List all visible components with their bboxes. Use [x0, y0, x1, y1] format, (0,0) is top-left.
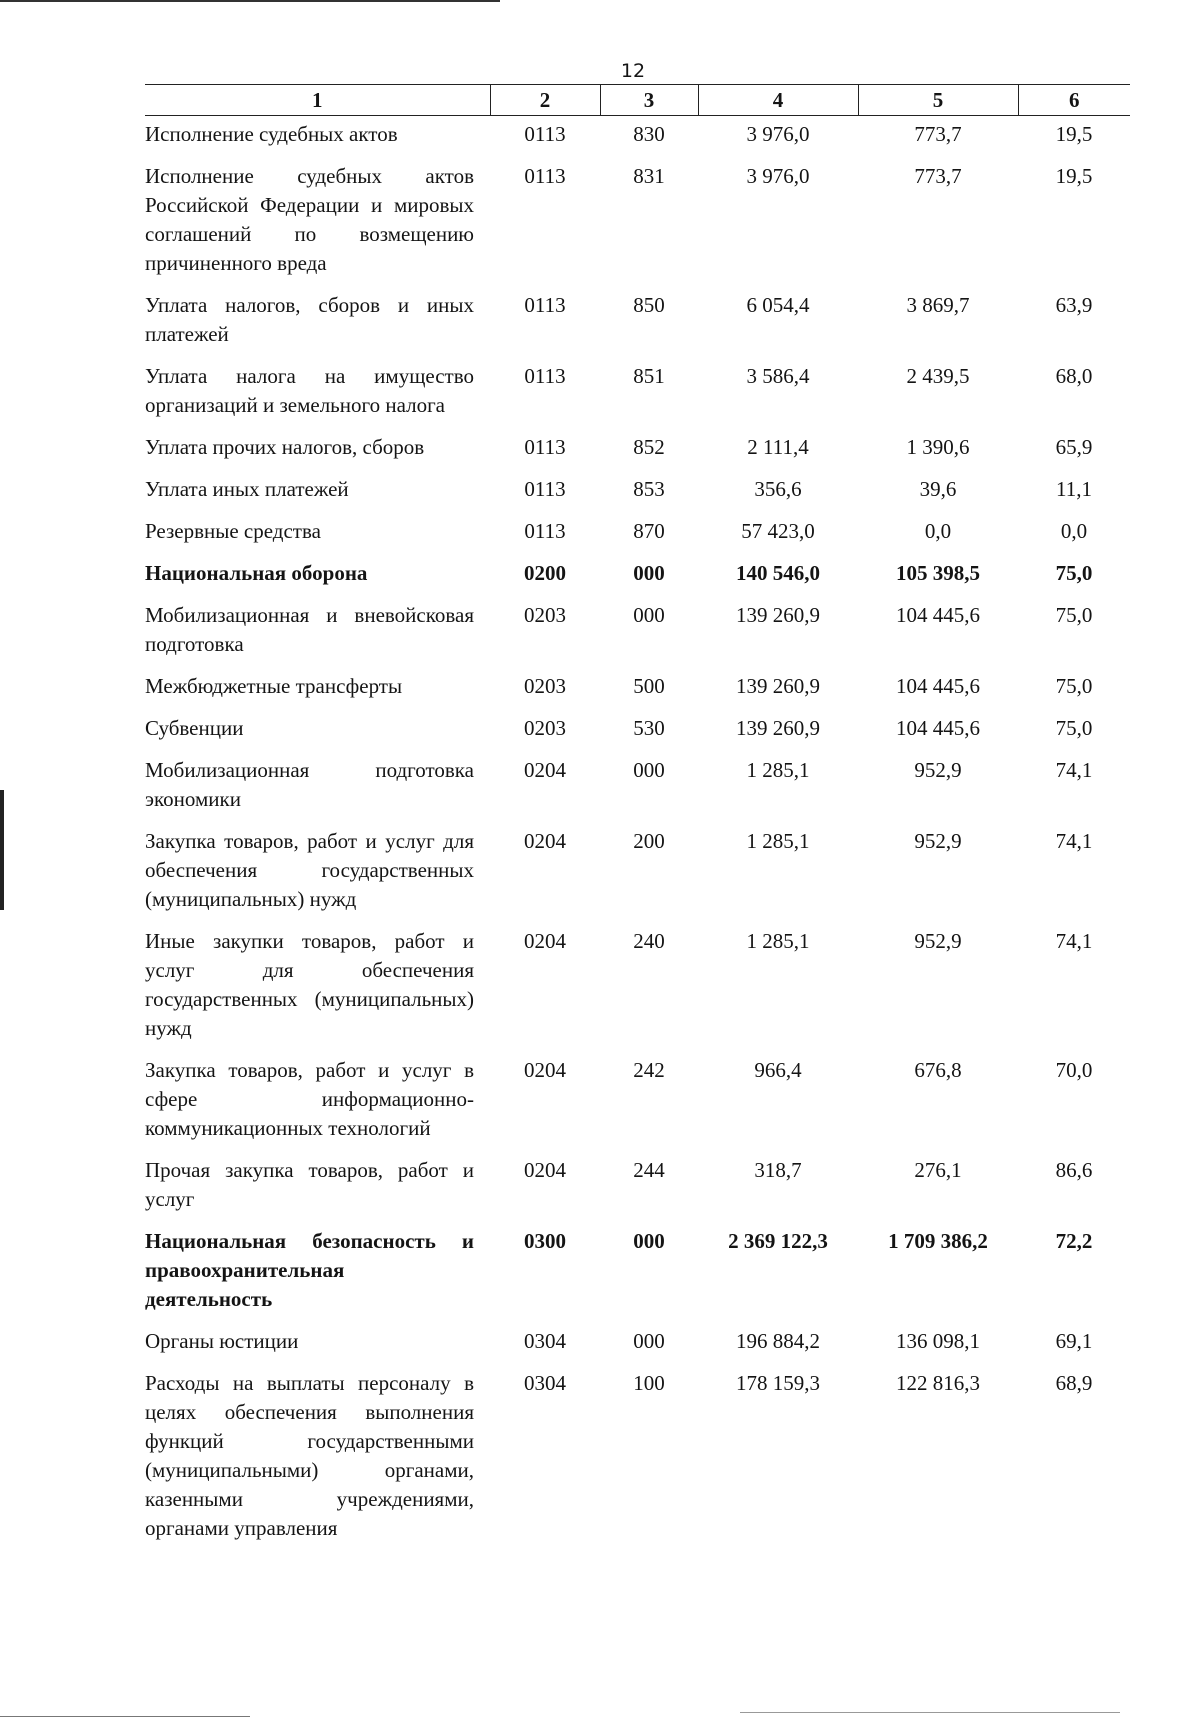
row-actual-amount: 676,8 — [914, 1058, 962, 1082]
table-row — [145, 1156, 1130, 1227]
table-row — [145, 475, 1130, 517]
row-planned-amount: 196 884,2 — [736, 1329, 820, 1353]
row-section-code: 0113 — [524, 477, 566, 501]
table-body — [145, 116, 1130, 1557]
row-actual-amount: 276,1 — [914, 1158, 962, 1182]
table-row — [145, 1227, 1130, 1327]
row-execution-percent: 72,2 — [1055, 1229, 1093, 1253]
row-execution-percent: 75,0 — [1055, 674, 1093, 698]
row-planned-amount: 3 976,0 — [746, 164, 810, 188]
row-planned-amount: 139 260,9 — [736, 674, 820, 698]
row-actual-amount: 773,7 — [914, 122, 962, 146]
row-name: Уплата прочих налогов, сборов — [145, 435, 425, 459]
row-expense-type: 100 — [633, 1371, 665, 1395]
column-header-5: 5 — [858, 85, 1018, 116]
row-name: Иные закупки товаров, работ и услуг для обеспечения государственных (муниципальных) нужд — [145, 929, 474, 1040]
row-planned-amount: 966,4 — [754, 1058, 802, 1082]
row-name: Закупка товаров, работ и услуг для обеспечения государственных (муниципальных) нужд — [145, 829, 474, 911]
table-row — [145, 559, 1130, 601]
row-planned-amount: 2 369 122,3 — [728, 1229, 828, 1253]
row-actual-amount: 952,9 — [914, 758, 962, 782]
table-header-row — [145, 85, 1130, 116]
row-actual-amount: 39,6 — [919, 477, 957, 501]
row-expense-type: 850 — [633, 293, 665, 317]
row-section-code: 0204 — [524, 1158, 566, 1182]
bottom-scan-rule-right — [740, 1712, 1120, 1713]
row-execution-percent: 19,5 — [1055, 122, 1093, 146]
row-section-code: 0113 — [524, 519, 566, 543]
row-planned-amount: 1 285,1 — [746, 929, 810, 953]
row-section-code: 0203 — [524, 716, 566, 740]
table-row — [145, 714, 1130, 756]
row-name: Мобилизационная подготовка экономики — [145, 758, 474, 811]
row-actual-amount: 104 445,6 — [896, 603, 980, 627]
table-row — [145, 927, 1130, 1056]
row-section-code: 0204 — [524, 1058, 566, 1082]
table-row — [145, 362, 1130, 433]
row-execution-percent: 75,0 — [1055, 716, 1093, 740]
row-name: Резервные средства — [145, 519, 321, 543]
table-row — [145, 756, 1130, 827]
row-section-code: 0113 — [524, 164, 566, 188]
row-name: Межбюджетные трансферты — [145, 674, 403, 698]
row-expense-type: 853 — [633, 477, 665, 501]
table-row — [145, 517, 1130, 559]
row-planned-amount: 3 976,0 — [746, 122, 810, 146]
row-expense-type: 244 — [633, 1158, 665, 1182]
budget-table-container — [145, 84, 1130, 1556]
page-number: 12 — [620, 60, 646, 82]
row-name: Прочая закупка товаров, работ и услуг — [145, 1158, 474, 1211]
row-section-code: 0113 — [524, 364, 566, 388]
row-section-code: 0204 — [524, 929, 566, 953]
row-name: Исполнение судебных актов — [145, 122, 398, 146]
row-actual-amount: 122 816,3 — [896, 1371, 980, 1395]
row-actual-amount: 105 398,5 — [896, 561, 980, 585]
row-name: Уплата иных платежей — [145, 477, 349, 501]
row-planned-amount: 318,7 — [754, 1158, 802, 1182]
row-name: Мобилизационная и вневойсковая подготовка — [145, 603, 474, 656]
row-expense-type: 000 — [633, 603, 665, 627]
bottom-scan-rule — [0, 1716, 250, 1717]
table-row — [145, 827, 1130, 927]
row-expense-type: 000 — [633, 758, 665, 782]
table-row — [145, 1056, 1130, 1156]
row-section-code: 0200 — [524, 561, 566, 585]
table-row — [145, 433, 1130, 475]
row-execution-percent: 70,0 — [1055, 1058, 1093, 1082]
row-actual-amount: 104 445,6 — [896, 674, 980, 698]
top-scan-rule — [0, 0, 500, 2]
row-section-code: 0113 — [524, 435, 566, 459]
row-section-code: 0204 — [524, 829, 566, 853]
row-expense-type: 000 — [633, 561, 665, 585]
row-actual-amount: 104 445,6 — [896, 716, 980, 740]
row-name: Национальная безопасность и правоохранительная деятельность — [145, 1229, 474, 1311]
row-expense-type: 851 — [633, 364, 665, 388]
row-actual-amount: 2 439,5 — [906, 364, 970, 388]
row-expense-type: 831 — [633, 164, 665, 188]
row-expense-type: 530 — [633, 716, 665, 740]
row-execution-percent: 19,5 — [1055, 164, 1093, 188]
row-planned-amount: 178 159,3 — [736, 1371, 820, 1395]
table-row — [145, 601, 1130, 672]
row-actual-amount: 3 869,7 — [906, 293, 970, 317]
row-execution-percent: 69,1 — [1055, 1329, 1093, 1353]
row-actual-amount: 952,9 — [914, 929, 962, 953]
row-planned-amount: 57 423,0 — [741, 519, 815, 543]
row-execution-percent: 65,9 — [1055, 435, 1093, 459]
table-row — [145, 116, 1130, 163]
row-actual-amount: 1 709 386,2 — [888, 1229, 988, 1253]
row-expense-type: 830 — [633, 122, 665, 146]
row-expense-type: 000 — [633, 1229, 665, 1253]
row-execution-percent: 68,0 — [1055, 364, 1093, 388]
row-expense-type: 000 — [633, 1329, 665, 1353]
row-section-code: 0304 — [524, 1371, 566, 1395]
row-planned-amount: 3 586,4 — [746, 364, 810, 388]
budget-table — [145, 84, 1130, 1556]
table-row — [145, 1369, 1130, 1556]
row-name: Органы юстиции — [145, 1329, 299, 1353]
table-row — [145, 1327, 1130, 1369]
row-actual-amount: 773,7 — [914, 164, 962, 188]
row-section-code: 0203 — [524, 674, 566, 698]
row-name: Уплата налога на имущество организаций и земельного налога — [145, 364, 474, 417]
row-execution-percent: 63,9 — [1055, 293, 1093, 317]
row-expense-type: 240 — [633, 929, 665, 953]
row-execution-percent: 75,0 — [1055, 561, 1093, 585]
row-section-code: 0204 — [524, 758, 566, 782]
row-name: Национальная оборона — [145, 561, 368, 585]
row-name: Субвенции — [145, 716, 244, 740]
row-actual-amount: 952,9 — [914, 829, 962, 853]
row-planned-amount: 140 546,0 — [736, 561, 820, 585]
row-expense-type: 200 — [633, 829, 665, 853]
row-execution-percent: 11,1 — [1056, 477, 1092, 501]
row-section-code: 0203 — [524, 603, 566, 627]
margin-scan-mark — [0, 790, 4, 910]
row-execution-percent: 74,1 — [1055, 929, 1093, 953]
row-section-code: 0304 — [524, 1329, 566, 1353]
column-header-3: 3 — [600, 85, 698, 116]
row-execution-percent: 0,0 — [1060, 519, 1088, 543]
row-section-code: 0113 — [524, 293, 566, 317]
row-actual-amount: 0,0 — [924, 519, 952, 543]
row-planned-amount: 356,6 — [754, 477, 802, 501]
row-name: Расходы на выплаты персоналу в целях обеспечения выполнения функций государственными (муниципальными) органами, казенными учреждениями, органами управления — [145, 1371, 474, 1540]
row-execution-percent: 86,6 — [1055, 1158, 1093, 1182]
row-planned-amount: 139 260,9 — [736, 716, 820, 740]
row-execution-percent: 74,1 — [1055, 829, 1093, 853]
table-row — [145, 672, 1130, 714]
row-planned-amount: 139 260,9 — [736, 603, 820, 627]
row-name: Уплата налогов, сборов и иных платежей — [145, 293, 474, 346]
row-planned-amount: 6 054,4 — [746, 293, 810, 317]
row-expense-type: 500 — [633, 674, 665, 698]
row-execution-percent: 68,9 — [1055, 1371, 1093, 1395]
table-row — [145, 291, 1130, 362]
row-actual-amount: 136 098,1 — [896, 1329, 980, 1353]
row-section-code: 0113 — [524, 122, 566, 146]
row-planned-amount: 2 111,4 — [747, 435, 809, 459]
row-expense-type: 242 — [633, 1058, 665, 1082]
column-header-2: 2 — [490, 85, 600, 116]
row-execution-percent: 75,0 — [1055, 603, 1093, 627]
column-header-1: 1 — [145, 85, 490, 116]
column-header-4: 4 — [698, 85, 858, 116]
row-planned-amount: 1 285,1 — [746, 758, 810, 782]
table-row — [145, 162, 1130, 291]
row-planned-amount: 1 285,1 — [746, 829, 810, 853]
row-execution-percent: 74,1 — [1055, 758, 1093, 782]
row-section-code: 0300 — [524, 1229, 566, 1253]
row-name: Исполнение судебных актов Российской Федерации и мировых соглашений по возмещению причиненного вреда — [145, 164, 474, 275]
row-expense-type: 870 — [633, 519, 665, 543]
row-expense-type: 852 — [633, 435, 665, 459]
row-actual-amount: 1 390,6 — [906, 435, 970, 459]
row-name: Закупка товаров, работ и услуг в сфере информационно-коммуникационных технологий — [145, 1058, 474, 1140]
column-header-6: 6 — [1018, 85, 1130, 116]
